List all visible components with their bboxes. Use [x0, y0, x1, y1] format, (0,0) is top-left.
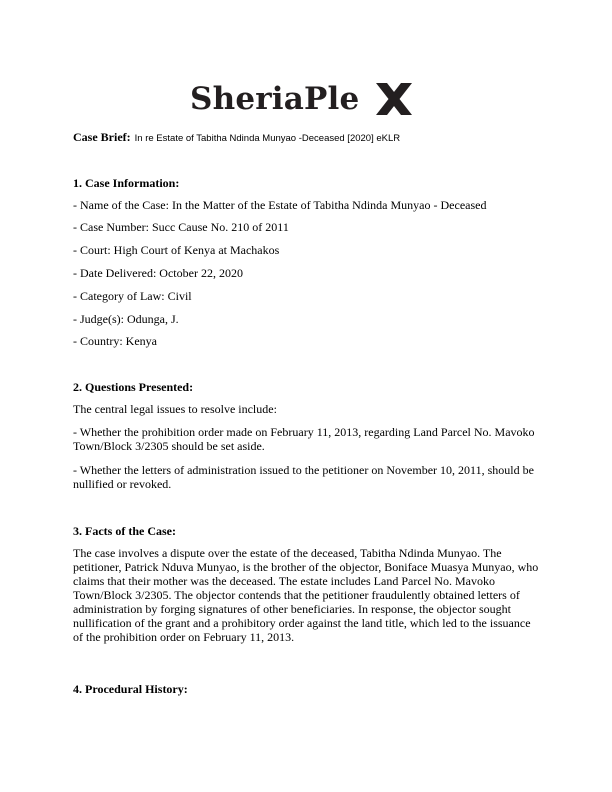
logo-x-mark-icon	[374, 81, 414, 117]
questions-intro: The central legal issues to resolve include:	[73, 402, 277, 416]
question-item: - Whether the letters of administration issued to the petitioner on November 10, 2011, should be nullified or revoked.	[73, 463, 534, 491]
logo-wordmark: SheriaPle	[190, 81, 360, 117]
case-info-line: - Judge(s): Odunga, J.	[73, 312, 179, 326]
case-info-line: - Court: High Court of Kenya at Machakos	[73, 243, 280, 257]
sheriaplex-logo	[190, 77, 420, 121]
facts-paragraph: The case involves a dispute over the estate of the deceased, Tabitha Ndinda Munyao. The petitioner, Patrick Nduva Munyao, is the brother of the objector, Boniface Muasya Munyao, who claims that their mother was the deceased. The estate includes Land Parcel No. Mavoko Town/Block 3/2305. The objector contends that the petitioner fraudulently obtained letters of administration by forging signatures of other beneficiaries. In response, the objector sought nullification of the grant and a prohibitory order against the land title, which led to the issuance of the prohibition order on February 11, 2013.	[73, 546, 539, 644]
section-heading-questions-presented: 2. Questions Presented:	[73, 380, 194, 394]
case-brief-title: In re Estate of Tabitha Ndinda Munyao -Deceased [2020] eKLR	[134, 133, 401, 144]
question-item: - Whether the prohibition order made on February 11, 2013, regarding Land Parcel No. Mavoko Town/Block 3/2305 should be set aside.	[73, 425, 535, 453]
case-info-line: - Date Delivered: October 22, 2020	[73, 266, 243, 280]
case-info-line: - Category of Law: Civil	[73, 289, 192, 303]
section-heading-procedural-history: 4. Procedural History:	[73, 682, 188, 696]
case-brief-line	[73, 128, 400, 146]
section-heading-facts: 3. Facts of the Case:	[73, 524, 176, 538]
section-heading-case-information: 1. Case Information:	[73, 176, 180, 190]
case-info-line: - Name of the Case: In the Matter of the Estate of Tabitha Ndinda Munyao - Deceased	[73, 198, 487, 212]
case-info-line: - Case Number: Succ Cause No. 210 of 2011	[73, 220, 289, 234]
case-brief-label: Case Brief:	[73, 130, 131, 144]
case-info-line: - Country: Kenya	[73, 334, 157, 348]
